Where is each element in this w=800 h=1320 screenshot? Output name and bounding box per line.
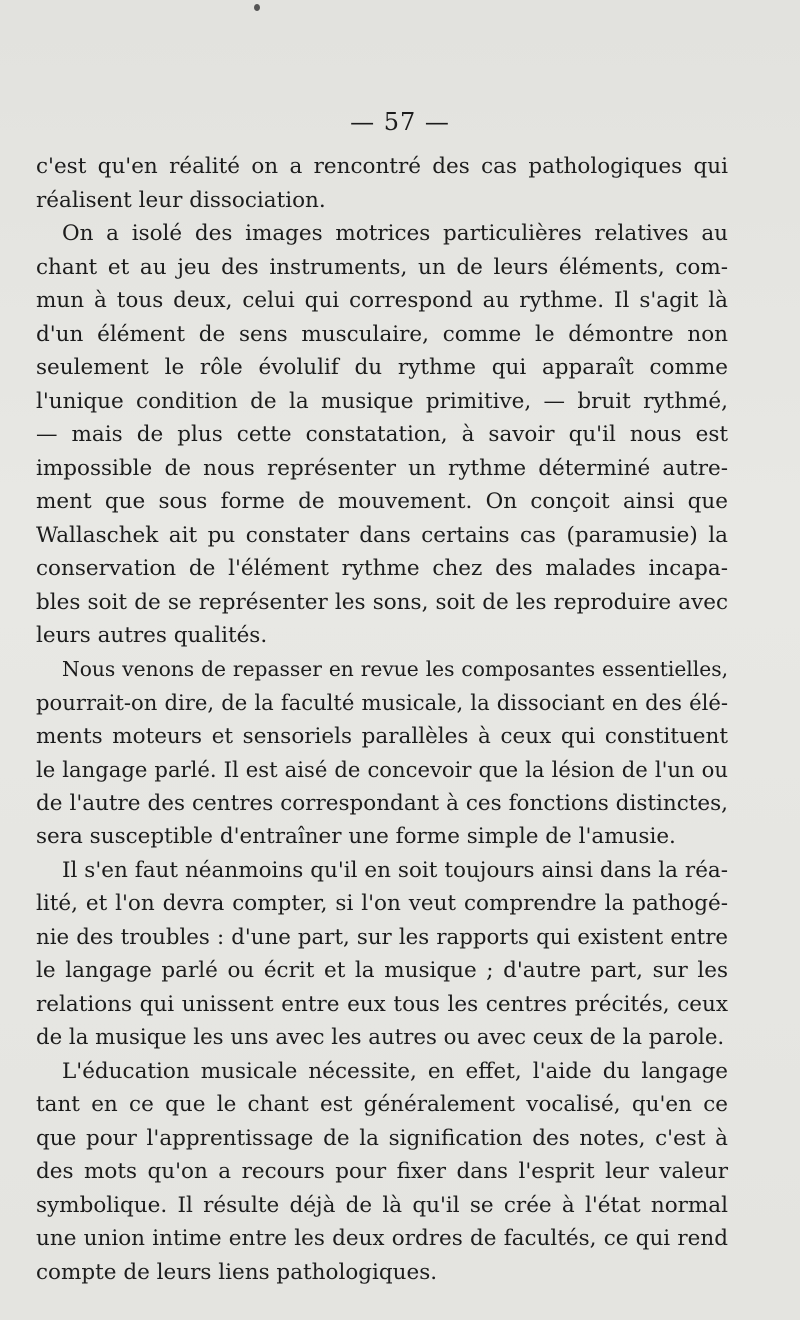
text-line: [36, 954, 728, 988]
text-line: [36, 1189, 728, 1223]
text-line: [36, 1122, 728, 1156]
text-line: [36, 1055, 728, 1089]
text-line-content: conservation de l'élément rythme chez des malades incapa-: [36, 556, 728, 581]
text-line: [36, 1021, 728, 1055]
text-line-content: le langage parlé. Il est aisé de concevoir que la lésion de l'un ou: [36, 757, 728, 782]
text-line: [36, 251, 728, 285]
text-line-content: L'éducation musicale nécessite, en effet, l'aide du langage: [62, 1058, 728, 1084]
text-line: [36, 284, 728, 318]
text-line: [36, 921, 728, 955]
text-line-content: compte de leurs liens pathologiques.: [36, 1259, 438, 1285]
text-line-content: d'un élément de sens musculaire, comme le démontre non: [36, 321, 728, 347]
text-line: [36, 1088, 728, 1122]
text-line: [36, 184, 728, 218]
text-line: [36, 854, 728, 888]
text-line-content: sera susceptible d'entraîner une forme simple de l'amusie.: [36, 824, 676, 849]
text-line: [36, 1155, 728, 1189]
text-line-content: relations qui unissent entre eux tous les centres précités, ceux: [36, 991, 728, 1017]
text-line-content: Nous venons de repasser en revue les composantes essentielles,: [62, 656, 728, 681]
text-line: [36, 753, 728, 787]
text-line: [36, 385, 728, 419]
text-line: [36, 1256, 728, 1290]
text-line: [36, 318, 728, 352]
text-line-content: c'est qu'en réalité on a rencontré des cas pathologiques qui: [36, 154, 728, 179]
text-line-content: le langage parlé ou écrit et la musique ; d'autre part, sur les: [36, 958, 728, 983]
text-line-content: pourrait-on dire, de la faculté musicale, la dissociant en des élé-: [36, 690, 728, 715]
text-line: [36, 217, 728, 251]
body-text: [36, 150, 728, 1289]
text-line: [36, 887, 728, 921]
text-line: [36, 653, 728, 687]
text-line-content: seulement le rôle évolulif du rythme qui apparaît comme: [36, 355, 728, 380]
text-line-content: réalisent leur dissociation.: [36, 187, 326, 213]
text-line-content: lité, et l'on devra compter, si l'on veut comprendre la pathogé-: [36, 891, 728, 916]
text-line-content: On a isolé des images motrices particulières relatives au: [62, 221, 728, 246]
text-line-content: impossible de nous représenter un rythme déterminé autre-: [36, 455, 728, 481]
text-line-content: que pour l'apprentissage de la signification des notes, c'est à: [36, 1125, 728, 1151]
text-line: [36, 720, 728, 754]
text-line: [36, 619, 728, 653]
text-line-content: bles soit de se représenter les sons, soit de les reproduire avec: [36, 589, 728, 615]
text-line: [36, 586, 728, 620]
text-line-content: l'unique condition de la musique primitive, — bruit rythmé,: [36, 388, 728, 414]
text-line: [36, 686, 728, 720]
text-line: [36, 552, 728, 586]
text-line: [36, 820, 728, 854]
text-line: [36, 519, 728, 553]
text-line: [36, 150, 728, 184]
text-line-content: ment que sous forme de mouvement. On conçoit ainsi que: [36, 489, 728, 514]
text-line: [36, 452, 728, 486]
text-line-content: Il s'en faut néanmoins qu'il en soit toujours ainsi dans la réa-: [62, 857, 728, 883]
text-line: [36, 418, 728, 452]
text-line: [36, 787, 728, 821]
text-line-content: nie des troubles : d'une part, sur les rapports qui existent entre: [36, 924, 728, 950]
text-line: [36, 988, 728, 1022]
text-line-content: de l'autre des centres correspondant à ces fonctions distinctes,: [36, 790, 728, 816]
text-line: [36, 1222, 728, 1256]
text-line-content: tant en ce que le chant est généralement vocalisé, qu'en ce: [36, 1092, 728, 1117]
text-line: [36, 485, 728, 519]
text-line-content: ments moteurs et sensoriels parallèles à ceux qui constituent: [36, 723, 728, 749]
ink-speck: [254, 4, 260, 11]
text-line-content: leurs autres qualités.: [36, 623, 268, 648]
text-line-content: mun à tous deux, celui qui correspond au rythme. Il s'agit là: [36, 288, 728, 313]
text-line-content: chant et au jeu des instruments, un de leurs éléments, com-: [36, 254, 728, 280]
text-line-content: — mais de plus cette constatation, à savoir qu'il nous est: [36, 422, 728, 447]
text-line-content: de la musique les uns avec les autres ou avec ceux de la parole.: [36, 1025, 725, 1050]
text-line-content: des mots qu'on a recours pour fixer dans l'esprit leur valeur: [36, 1159, 728, 1184]
text-line: [36, 351, 728, 385]
text-line-content: Wallaschek ait pu constater dans certains cas (paramusie) la: [36, 522, 728, 548]
text-line-content: symbolique. Il résulte déjà de là qu'il se crée à l'état normal: [36, 1192, 728, 1218]
page-number: — 57 —: [350, 108, 450, 136]
text-line-content: une union intime entre les deux ordres de facultés, ce qui rend: [36, 1226, 728, 1251]
